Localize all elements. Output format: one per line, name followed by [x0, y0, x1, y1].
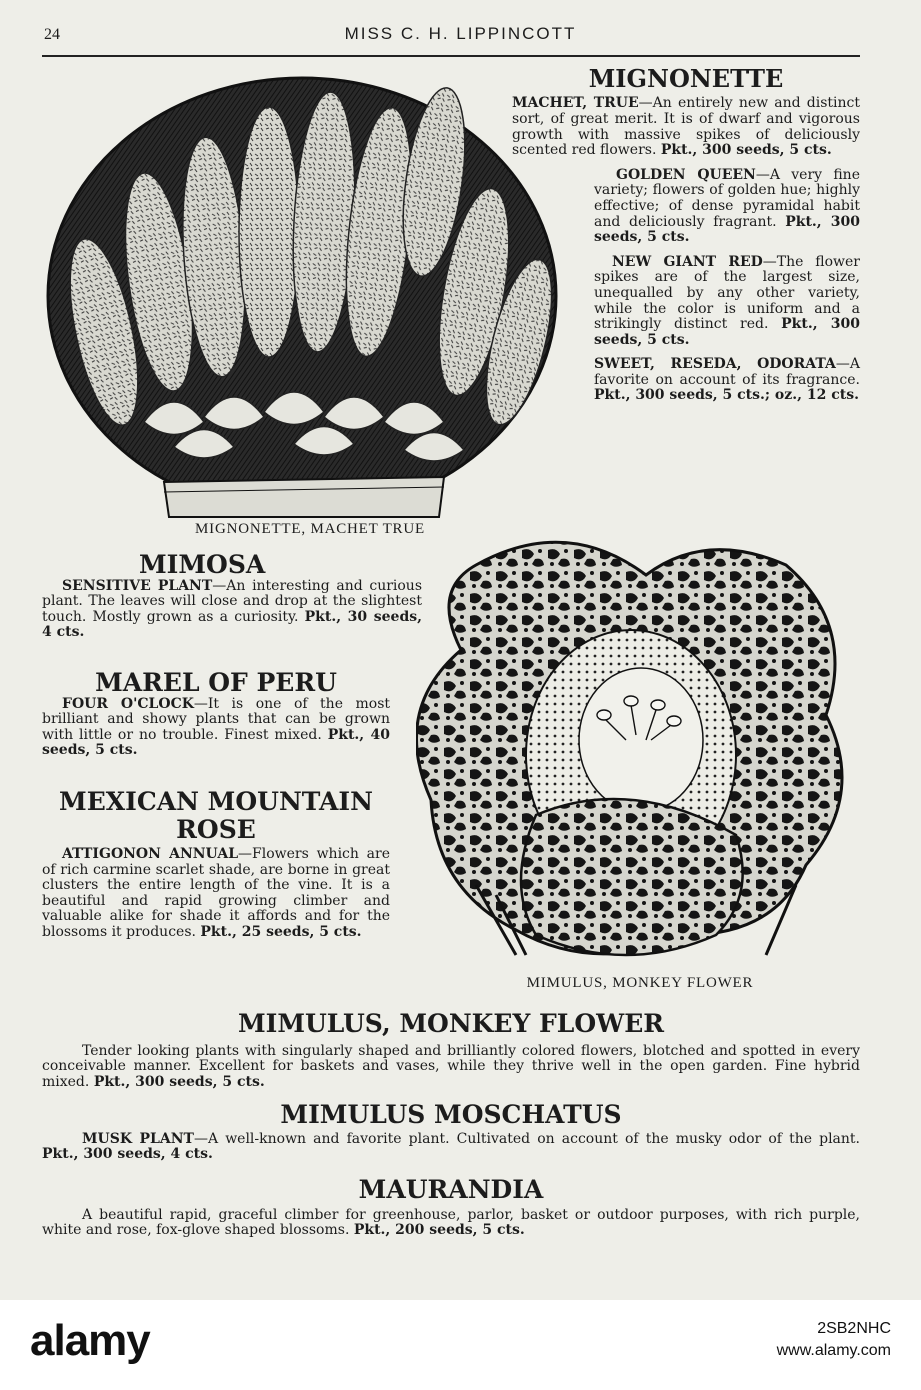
moschatus-name: MUSK PLANT — [82, 1130, 194, 1147]
mexican-price: Pkt., 25 seeds, 5 cts. — [200, 923, 362, 940]
marel-price: Pkt., 40 seeds, 5 cts. — [42, 726, 390, 759]
maurandia-section — [42, 1176, 860, 1239]
moschatus-text: —A well-known and favorite plant. Cultivated on account of the musky odor of the plant. — [193, 1130, 860, 1147]
marel-title: MAREL OF PERU — [95, 668, 337, 697]
mignonette-entry-4 — [594, 357, 860, 404]
mimosa-text: —An interesting and curious plant. The leaves will close and drop at the slightest touch. Mostly grown as a curiosity. — [42, 577, 423, 625]
mimosa-section — [42, 551, 422, 641]
entry-text: —An entirely new and distinct sort, of great merit. It is of dwarf and vigorous growth with massive spikes of deliciously scented red flowers. — [512, 95, 860, 159]
mignonette-title: MIGNONETTE — [588, 64, 784, 93]
mimulus-price: Pkt., 300 seeds, 5 cts. — [93, 1073, 265, 1090]
mignonette-entry-1 — [512, 96, 860, 158]
entry-text: —A very fine variety; flowers of golden hue; highly effective; of dense pyramidal habit and deliciously fragrant. — [594, 166, 860, 230]
mexican-name: ATTIGONON ANNUAL — [62, 846, 239, 862]
mimosa-price: Pkt., 30 seeds, 4 cts. — [42, 608, 423, 641]
watermark-info — [777, 1320, 891, 1364]
site-url: www.alamy.com — [776, 1342, 891, 1359]
maurandia-title: MAURANDIA — [358, 1175, 544, 1204]
mimulus-body — [42, 1044, 860, 1091]
image-id: 2SB2NHC — [817, 1320, 891, 1337]
entry-name: NEW GIANT RED — [612, 253, 763, 270]
entry-text: —The flower spikes are of the largest size, unequalled by any other variety, while the color is uniform and a strikingly distinct red. — [594, 253, 860, 333]
moschatus-body — [42, 1132, 860, 1163]
entry-name: SWEET, RESEDA, ODORATA — [594, 356, 836, 373]
entry-price: Pkt., 300 seeds, 5 cts. — [594, 213, 861, 246]
entry-name: GOLDEN QUEEN — [616, 166, 756, 183]
marel-section — [42, 669, 390, 759]
running-head: MISS C. H. LIPPINCOTT — [344, 24, 577, 43]
mignonette-entry-3 — [594, 255, 860, 349]
mimosa-name: SENSITIVE PLANT — [62, 577, 213, 594]
mimosa-title: MIMOSA — [139, 550, 266, 579]
maurandia-text: A beautiful rapid, graceful climber for greenhouse, parlor, basket or outdoor purposes, with rich purple, white and rose, fox-glove shaped blossoms. — [42, 1206, 860, 1239]
mimulus-section — [42, 1010, 860, 1090]
mexican-title: MEXICAN MOUNTAIN ROSE — [59, 787, 373, 844]
entry-price: Pkt., 300 seeds, 5 cts. — [594, 316, 860, 348]
marel-text: —It is one of the most brilliant and showy plants that can be grown with little or no trouble. Finest mixed. — [42, 695, 391, 743]
marel-name: FOUR O'CLOCK — [62, 695, 194, 712]
entry-text: —A favorite on account of its fragrance. — [594, 356, 860, 388]
mignonette-entry-2 — [594, 168, 860, 246]
header-rule — [42, 55, 860, 57]
mimulus-caption: MIMULUS, MONKEY FLOWER — [526, 975, 754, 991]
mimulus-engraving — [416, 525, 861, 975]
entry-price: Pkt., 300 seeds, 5 cts. — [660, 142, 832, 159]
mignonette-engraving — [44, 72, 564, 520]
mimosa-body — [42, 579, 422, 641]
mignonette-section — [512, 66, 860, 404]
mimulus-title: MIMULUS, MONKEY FLOWER — [237, 1009, 665, 1038]
moschatus-section — [42, 1101, 860, 1163]
marel-body — [42, 697, 390, 759]
entry-price: Pkt., 300 seeds, 5 cts.; oz., 12 cts. — [594, 387, 859, 404]
mimulus-text: Tender looking plants with singularly shaped and brilliantly colored flowers, blotched and spotted in every conceivable manner. Excellent for baskets and vases, while they thrive well in the open garden. Fine hybrid mixed. — [42, 1042, 860, 1090]
alamy-logo: alamy — [30, 1316, 150, 1365]
page-number: 24 — [44, 26, 60, 43]
entry-name: MACHET, TRUE — [512, 95, 639, 112]
maurandia-body — [42, 1208, 860, 1239]
mignonette-caption: MIGNONETTE, MACHET TRUE — [195, 521, 425, 537]
maurandia-price: Pkt., 200 seeds, 5 cts. — [353, 1222, 525, 1239]
moschatus-price: Pkt., 300 seeds, 4 cts. — [42, 1146, 213, 1163]
mexican-section — [42, 788, 390, 941]
mexican-text: —Flowers which are of rich carmine scarlet shade, are borne in great clusters the entire length of the vine. It is a beautiful and rapid growing climber and valuable alike for shade it affords and for the blossoms it produces. — [42, 846, 390, 940]
moschatus-title: MIMULUS MOSCHATUS — [280, 1100, 622, 1129]
mexican-body — [42, 847, 390, 941]
